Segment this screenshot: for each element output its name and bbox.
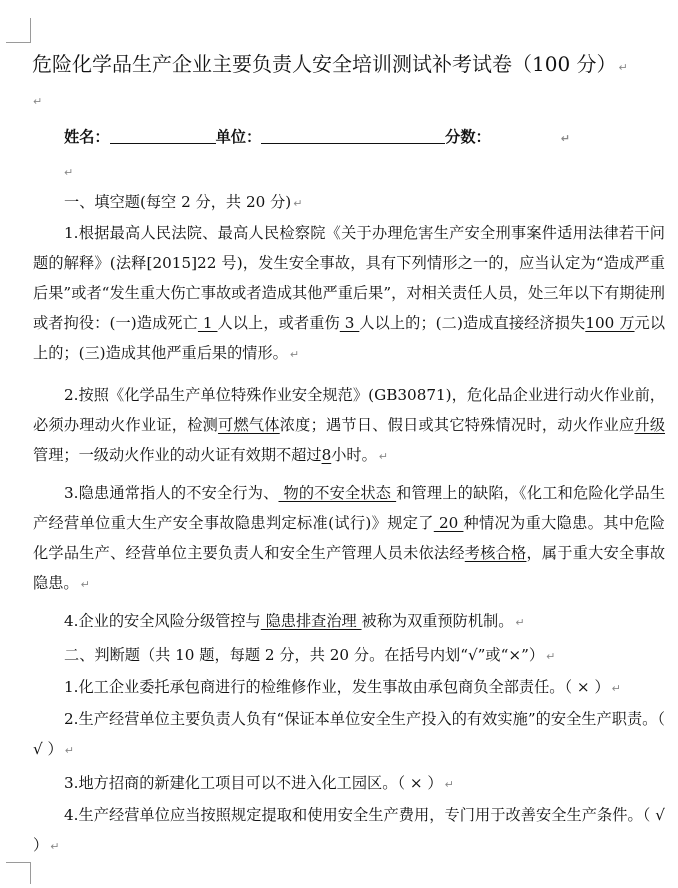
section2-question-4: 4.生产经营单位应当按照规定提取和使用安全生产费用，专门用于改善安全生产条件。（ √ ） ↵ <box>33 806 665 854</box>
section2-question-1: 1.化工企业委托承包商进行的检维修作业，发生事故由承包商负全部责任。（ × ） ↵ <box>64 678 621 696</box>
answer-blank: 8 <box>321 446 332 464</box>
answer-blank: 可燃气体 <box>218 416 280 434</box>
paragraph-mark: ↵ <box>515 616 525 629</box>
section1-heading: 一、填空题(每空 2 分，共 20 分) ↵ <box>64 193 303 211</box>
unit-blank[interactable] <box>261 125 445 144</box>
document-title <box>32 48 678 77</box>
paragraph-mark: ↵ <box>618 61 628 74</box>
name-label: 姓名： <box>64 128 110 146</box>
crop-mark-bottom-left-v <box>30 862 31 884</box>
paragraph-mark: ↵ <box>50 840 60 853</box>
paragraph-mark: ↵ <box>80 578 90 591</box>
paragraph-mark: ↵ <box>611 682 621 695</box>
paragraph-mark: ↵ <box>546 650 556 663</box>
paragraph-mark: ↵ <box>444 778 454 791</box>
paragraph-mark: ↵ <box>293 197 303 210</box>
crop-mark-bottom-left-h <box>6 862 30 863</box>
answer-blank: 升级 <box>634 416 666 434</box>
name-blank[interactable] <box>110 125 216 144</box>
section2-question-2: 2.生产经营单位主要负责人负有“保证本单位安全生产投入的有效实施”的安全生产职责。（ √ ） ↵ <box>33 710 665 758</box>
paragraph-mark: ↵ <box>64 744 74 757</box>
crop-mark-top-left-h <box>6 42 30 43</box>
section1-question-1: 1.根据最高人民法院、最高人民检察院《关于办理危害生产安全刑事案件适用法律若干问题的解释》(法释[2015]22 号)，发生安全事故，具有下列情形之一的，应当认定为“造成严重后果”或者“发生重大伤亡事故或者造成其他严重后果”，对相关责任人员，处三年以下有期徒刑或者拘役：(一)造成死亡 1 人以上，或者重伤 3 人以上的；(二)造成直接经济损失100 万元以上的；(三)造成其他严重后果的情形。 ↵ <box>33 224 666 362</box>
section1-question-3: 3.隐患通常指人的不安全行为、 物的不安全状态 和管理上的缺陷，《化工和危险化学品生产经营单位重大生产安全事故隐患判定标准(试行)》规定了 20 种情况为重大隐患。其中危险化学品生产、经营单位主要负责人和安全生产管理人员未依法经考核合格，属于重大安全事故隐患。 ↵ <box>33 484 666 592</box>
paragraph-mark: ↵ <box>378 450 389 463</box>
answer-blank: 100 万 <box>585 314 635 332</box>
section1-question-2: 2.按照《化学品生产单位特殊作业安全规范》(GB30871)，危化品企业进行动火作业前，必须办理动火作业证，检测可燃气体浓度；遇节日、假日或其它特殊情况时，动火作业应升级管理；一级动火作业的动火证有效期不超过8小时。 ↵ <box>33 386 666 464</box>
section2-heading: 二、判断题（共 10 题，每题 2 分，共 20 分。在括号内划“√”或“×”） ↵ <box>64 646 556 664</box>
answer-blank: 物的不安全状态 <box>278 484 397 502</box>
title-text: 危险化学品生产企业主要负责人安全培训测试补考试卷（100 分） <box>32 52 617 76</box>
section2-question-3: 3.地方招商的新建化工项目可以不进入化工园区。（ × ） ↵ <box>64 774 454 792</box>
answer-blank: 隐患排查治理 <box>260 612 362 630</box>
section1-question-4: 4.企业的安全风险分级管控与 隐患排查治理 被称为双重预防机制。 ↵ <box>64 612 525 630</box>
unit-label: 单位： <box>215 128 262 146</box>
header-fields <box>64 122 654 154</box>
answer-blank: 20 <box>433 514 464 532</box>
paragraph-mark: ↵ <box>64 166 74 179</box>
crop-mark-top-left-v <box>30 18 31 43</box>
paragraph-mark: ↵ <box>33 95 43 108</box>
paragraph-mark: ↵ <box>289 348 300 361</box>
answer-blank: 考核合格 <box>464 544 527 562</box>
paragraph-mark: ↵ <box>560 132 570 145</box>
answer-blank: 1 <box>197 314 218 332</box>
score-label: 分数： <box>445 128 491 146</box>
answer-blank: 3 <box>339 314 360 332</box>
